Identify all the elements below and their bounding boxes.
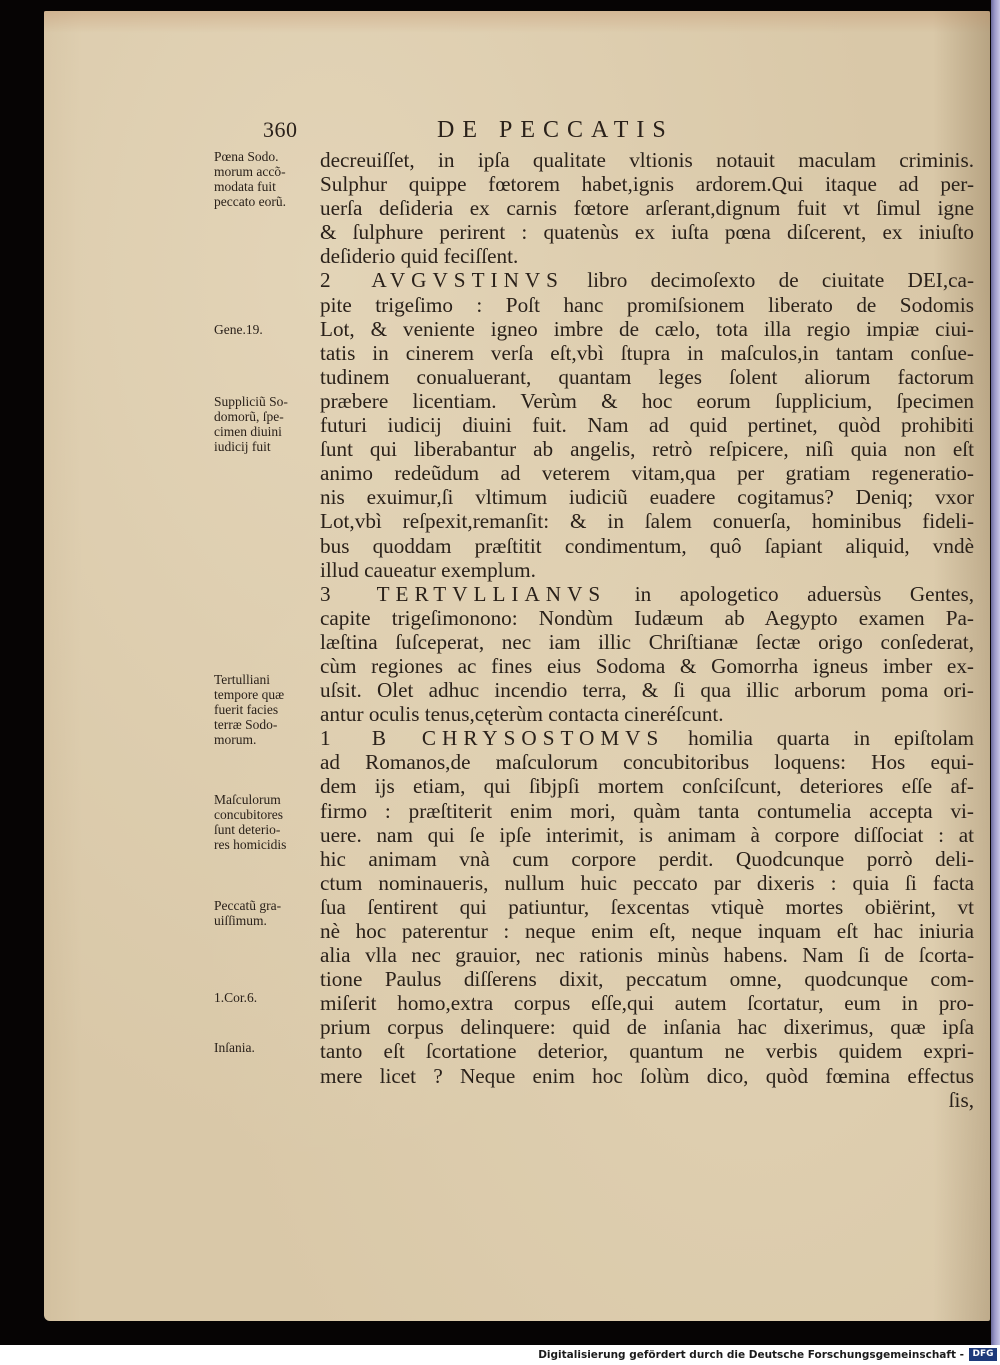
line-text: firmo : præſtiterit enim mori, quàm tanta contumelia accepta vi- [320,798,974,823]
marginal-note-line: Tertulliani [214,672,271,687]
text-line [320,871,974,895]
text-line [320,750,974,774]
line-text: Lot,vbì reſpexit,remanſit: & in ſalem conuerſa, hominibus fideli- [320,509,974,534]
line-text: homilia quarta in epiſtolam [688,726,974,751]
line-text: tione Paulus diſſerens dixit, peccatum omne, quodcunque com- [320,967,974,992]
line-text: in apologetico aduersùs Gentes, [634,581,975,606]
marginal-note-line: morum accõ- [214,164,286,179]
text-line [320,654,974,678]
text-line [320,823,974,847]
footer [0,1345,1000,1365]
marginal-note-line: Inſania. [214,1040,255,1055]
text-line [320,630,974,654]
marginal-note [214,149,324,209]
line-text: hic animam vnà cum corpore perdit. Quodcunque porrò deli- [320,846,974,871]
line-text: alia vlla nec grauior, nec rationis minùs habens. Nam ſi de ſcorta- [320,943,974,968]
text-line [320,148,974,172]
line-text: futuri iudicij diuini fuit. Nam ad quid pertinet, quòd prohibiti [320,413,974,438]
marginal-note [214,322,324,337]
marginal-note-line: modata fuit [214,179,276,194]
text-line [320,847,974,871]
page-top-stain [44,11,990,33]
text-line [320,220,974,244]
marginal-note-line: cimen diuini [214,424,282,439]
line-text: uſsit. Olet adhuc incendio terra, & ſi qua illic arborum poma ori- [320,678,974,703]
line-text: cùm regiones ac fines eius Sodoma & Gomorrha igneus imber ex- [320,653,974,678]
line-text: bus quoddam præſtitit condimentum, quô ſapiant aliquid, vndè [320,533,974,558]
marginal-note-line: 1.Cor.6. [214,990,258,1005]
line-text: decreuiſſet, in ipſa qualitate vltionis notauit maculam criminis. [320,148,974,172]
text-line [320,509,974,533]
marginal-note-line: Gene.19. [214,322,263,337]
marginal-note [214,792,324,852]
text-line [320,943,974,967]
line-text: præbere licentiam. Verùm & hoc eorum ſupplicium, ſpecimen [320,388,974,413]
marginal-note-line: ſunt deterio- [214,822,281,837]
text-line [320,678,974,702]
line-text: animo redeũdum ad veterem vitam,qua per gratiam regeneratio- [320,461,974,486]
line-text: tudinem conualuerant, quantam leges ſolent aliorum factorum [320,364,974,389]
marginal-note-line: res homicidis [214,837,287,852]
text-line [320,244,974,268]
marginal-note-line: domorũ, ſpe- [214,409,284,424]
text-line [320,558,974,582]
marginal-note [214,394,324,454]
text-line [320,341,974,365]
dfg-logo: DFG [969,1348,997,1361]
line-text: antur oculis tenus,cęterùm contacta cineréſcunt. [320,702,724,727]
marginal-note [214,990,324,1005]
text-line [320,702,974,726]
line-text: nis exuimur,ſi vltimum iudiciũ euadere cogitamus? Deniq; vxor [320,485,974,510]
text-line [320,172,974,196]
line-text: ſis, [948,1087,974,1112]
line-text: prium corpus delinquere: quid de inſania hac dixerimus, quæ ipſa [320,1015,974,1040]
text-line [320,1015,974,1039]
text-line [320,293,974,317]
marginal-note-line: Maſculorum [214,792,281,807]
line-text: & ſulphure perirent : quatenùs ex iuſta pœna diſcerent, ex iniuſto [320,220,974,245]
line-text: tanto eſt ſcortatione deterior, quantum ne verbis quidem expri- [320,1039,974,1064]
text-line [320,967,974,991]
page-number: 360 [263,117,298,142]
text-line [320,799,974,823]
marginal-note-line: Pœna Sodo. [214,149,279,164]
text-line [320,919,974,943]
marginal-note-line: Suppliciũ So- [214,394,288,409]
line-text: deſiderio quid feciſſent. [320,244,519,269]
section-number: 3 [320,581,331,606]
footer-credit: Digitalisierung gefördert durch die Deutsche Forschungsgemeinschaft - [538,1349,964,1361]
marginal-note-line: Peccatũ gra- [214,898,282,913]
line-text: uerſa deſideria ex carnis fœtore arſerant,dignum fuit vt ſimul igne [320,196,974,221]
marginal-note-line: terræ Sodo- [214,717,278,732]
page-header [0,117,1000,151]
text-line [320,389,974,413]
line-text: libro decimoſexto de ciuitate DEI,ca- [587,268,975,293]
text-line [320,534,974,558]
section-number: 2 [320,268,331,293]
text-line [320,365,974,389]
text-line [320,268,974,292]
author-name: TERTVLLIANVS [376,581,607,606]
line-text: pite trigeſimo : Poſt hanc promiſsionem liberato de Sodomis [320,292,974,317]
text-line [320,895,974,919]
text-line [320,606,974,630]
line-text: ad Romanos,de maſculorum concubitoribus loquens: Hos equi- [320,750,974,775]
marginal-note [214,1040,324,1055]
text-line [320,726,974,750]
line-text: miſerit homo,extra corpus eſſe,qui autem ſcortatur, eum in pro- [320,991,974,1016]
line-text: uere. nam qui ſe ipſe interimit, is animam à corpore diſſociat : at [320,822,974,847]
marginal-note-line: peccato eorũ. [214,194,286,209]
text-line [320,485,974,509]
section-number: 1 [320,726,331,751]
marginal-note [214,672,324,747]
line-text: Lot, & veniente igneo imbre de cælo, tota illa regio impiæ ciui- [320,316,974,341]
text-line [320,582,974,606]
scanner-edge-strip [991,0,1000,1345]
text-line [320,437,974,461]
marginal-note-line: iudicij fuit [214,439,271,454]
line-text: Sulphur quippe fœtorem habet,ignis ardorem.Qui itaque ad per- [320,172,974,197]
text-line [320,991,974,1015]
line-text: ſunt qui liberabantur ab angelis, retrò reſpicere, niſì quia non eſt [320,437,974,462]
marginal-note-line: fuerit facies [214,702,279,717]
author-name: AVGVSTINVS [371,268,564,293]
text-line [320,196,974,220]
marginal-note-line: morum. [214,732,257,747]
marginal-note-line: concubitores [214,807,283,822]
text-line [320,774,974,798]
text-line [320,413,974,437]
line-text: tatis in cinerem verſa eſt,vbì ſtupra in maſculos,in tantam conſue- [320,340,974,365]
text-line [320,317,974,341]
marginal-note-line: tempore quæ [214,687,285,702]
text-line [320,1088,974,1112]
marginal-note-line: uiſſimum. [214,913,267,928]
line-text: læſtina ſuſceperat, nec iam illic Chriſtianæ ſectæ origo conſederat, [320,629,974,654]
running-title: DE PECCATIS [437,117,674,143]
line-text: capite trigeſimonono: Nondùm Iudæum ab Aegypto examen Pa- [320,605,974,630]
line-text: ctum nominaueris, nullum huic peccato par dixeris : quia ſi facta [320,870,974,895]
line-text: dem ijs etiam, qui ſibjpſi mortem conſciſcunt, deteriores eſſe af- [320,774,974,799]
marginal-note [214,898,324,928]
text-line [320,461,974,485]
body-text [320,148,974,1112]
line-text: nè hoc paterentur : neque enim eſt, neque inquam eſt hac iniuria [320,919,974,943]
line-text: illud caueatur exemplum. [320,557,536,582]
line-text: mere licet ? Neque enim hoc ſolùm dico, quòd fœmina effectus [320,1063,974,1088]
author-name: B CHRYSOSTOMVS [371,726,665,751]
text-line [320,1039,974,1063]
text-line [320,1064,974,1088]
line-text: ſua ſentirent qui patiuntur, ſexcentas vtiquè mortes obiërint, vt [320,894,974,919]
